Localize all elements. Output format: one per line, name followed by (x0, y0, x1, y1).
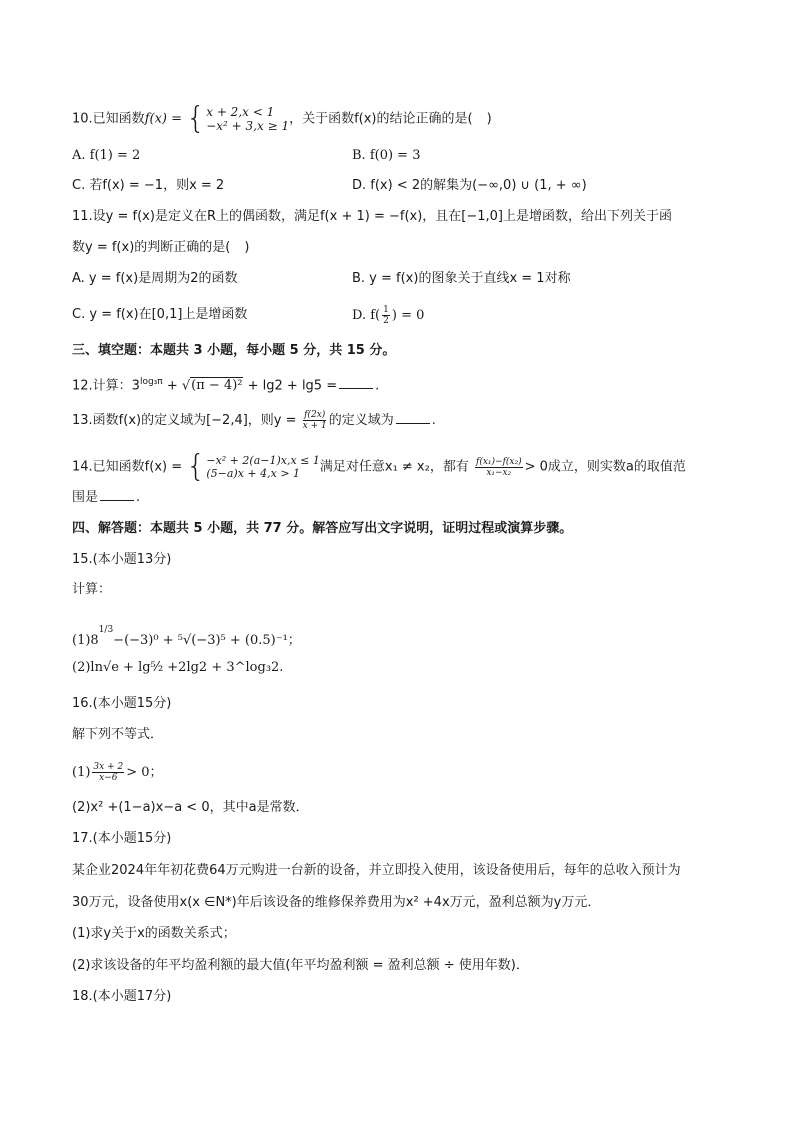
q10-brace: { (186, 101, 206, 136)
q17-part1: (1)求y关于x的函数关系式； (72, 926, 236, 941)
q13-num: f(2x) (304, 410, 326, 420)
q12-prefix: 12.计算：3 (72, 378, 140, 394)
q16-part1-fraction (92, 762, 124, 783)
q14-num: f(x₁)−f(x₂) (475, 456, 522, 467)
q17-part2: (2)求该设备的年平均盈利额的最大值(年平均盈利额 = 盈利总额 ÷ 使用年数)． (72, 958, 529, 973)
q16-part1-label: (1) (72, 765, 91, 780)
q12-answer-blank[interactable] (339, 376, 373, 389)
q16-heading: 16.(本小题15分) (72, 696, 172, 711)
q16-part2: (2)x² +(1−a)x−a < 0，其中a是常数． (72, 800, 309, 815)
q15-intro: 计算： (72, 582, 112, 597)
q10-case1: x + 2,x < 1 (206, 105, 275, 119)
q15-part2: (2)ln√e + lg⁵⁄₂ +2lg2 + 3^log₃2. (72, 660, 284, 675)
q15-part1-exponent: 1/3 (98, 625, 114, 635)
q15-part1-base: (1)8 (72, 633, 99, 648)
q12-end: . (375, 378, 380, 394)
q14-answer-blank[interactable] (100, 488, 134, 501)
q11-stem-line1: 11.设y = f(x)是定义在R上的偶函数，满足f(x + 1) = −f(x)，且在[−1,0]上是增函数，给出下列关于函 (72, 209, 672, 224)
q17-heading: 17.(本小题15分) (72, 831, 172, 846)
q18-heading: 18.(本小题17分) (72, 989, 172, 1004)
q13-answer-blank[interactable] (396, 411, 430, 424)
q11-stem-line2-text: 数y = f(x)的判断正确的是( (72, 240, 231, 255)
q12-suffix: + lg2 + lg5 = (247, 378, 338, 394)
q15-part1 (72, 620, 301, 651)
q10-close: ) (486, 111, 492, 127)
q13-stem (72, 410, 436, 431)
q10-piecewise (206, 105, 289, 133)
section-4-heading: 四、解答题：本题共 5 小题，共 77 分。解答应写出文字说明，证明过程或演算步骤。 (72, 521, 573, 536)
q17-body-line1: 某企业2024年年初花费64万元购进一台新的设备，并立即投入使用，该设备使用后，每年的总收入预计为 (72, 863, 681, 878)
q10-case2: −x² + 3,x ≥ 1 (206, 119, 290, 133)
q17-body-line2: 30万元，设备使用x(x ∈N*)年后该设备的维修保养费用为x² +4x万元，盈利总额为y万元． (72, 895, 601, 910)
q11-option-a: A. y = f(x)是周期为2的函数 (72, 271, 238, 286)
q10-fx: f(x) = (144, 111, 182, 127)
q14-suffix: > 0成立，则实数a的取值范 (524, 459, 686, 475)
q14-case2: (5−a)x + 4,x > 1 (206, 467, 301, 480)
q14-mid: 满足对任意x₁ ≠ x₂，都有 (319, 459, 469, 475)
q14-den: x₁−x₂ (486, 467, 512, 478)
q15-part1-rest: −(−3)⁰ + ⁵√(−3)⁵ + (0.5)⁻¹； (113, 633, 301, 648)
q11-option-d: D. f( $\frac{1}{2}$ ) = 0 (352, 305, 425, 326)
q14-line2-text: 围是 (72, 490, 99, 505)
q11-option-c: C. y = f(x)在[0,1]上是增函数 (72, 307, 248, 322)
q16-part1-num: 3x + 2 (93, 762, 124, 772)
q11-close: ) (244, 240, 250, 255)
q10-stem (72, 101, 492, 136)
q11-stem-line2 (72, 238, 249, 258)
q14-end: . (136, 490, 141, 505)
q14-stem-line2 (72, 488, 140, 508)
q14-prefix: 14.已知函数f(x) = (72, 459, 183, 475)
q12-stem (72, 372, 379, 396)
q10-option-d: D. f(x) < 2的解集为(−∞,0) ∪ (1, + ∞) (352, 178, 587, 193)
q14-case1: −x² + 2(a−1)x,x ≤ 1 (206, 454, 320, 467)
q10-option-a: A. f(1) = 2 (72, 148, 141, 163)
q14-fraction (475, 457, 523, 478)
section-3-heading: 三、填空题：本题共 3 小题，每小题 5 分，共 15 分。 (72, 343, 396, 358)
q13-den: x + 1 (302, 421, 327, 431)
q10-prefix: 10.已知函数 (72, 111, 145, 127)
q12-exponent: log₃π (139, 377, 163, 387)
q13-suffix: 的定义域为 (328, 413, 394, 428)
q13-fraction (303, 410, 327, 431)
q14-brace: { (186, 449, 206, 484)
q10-option-b: B. f(0) = 3 (352, 148, 421, 163)
q15-heading: 15.(本小题13分) (72, 552, 172, 567)
q11-d-fraction (382, 305, 390, 326)
q16-intro: 解下列不等式． (72, 727, 164, 742)
q12-plus-sqrt: + √ (166, 378, 191, 394)
q11-d-prefix: D. f (352, 308, 376, 323)
q11-option-b: B. y = f(x)的图象关于直线x = 1对称 (352, 271, 571, 286)
q12-radicand: (π − 4)² (191, 378, 243, 394)
q10-suffix: ，关于函数f(x)的结论正确的是( (289, 111, 473, 127)
q16-part1-den: x−6 (99, 773, 118, 783)
q16-part1 (72, 762, 163, 783)
q13-end: . (431, 413, 436, 428)
q16-part1-rest: > 0； (126, 765, 163, 780)
q11-d-num: 1 (383, 305, 389, 315)
q13-prefix: 13.函数f(x)的定义域为[−2,4]，则y = (72, 413, 297, 428)
q11-d-suffix: = 0 (401, 308, 425, 323)
q14-piecewise (206, 454, 320, 480)
q10-option-c: C. 若f(x) = −1，则x = 2 (72, 178, 225, 193)
q11-d-den: 2 (383, 316, 389, 326)
q14-stem (72, 449, 686, 484)
